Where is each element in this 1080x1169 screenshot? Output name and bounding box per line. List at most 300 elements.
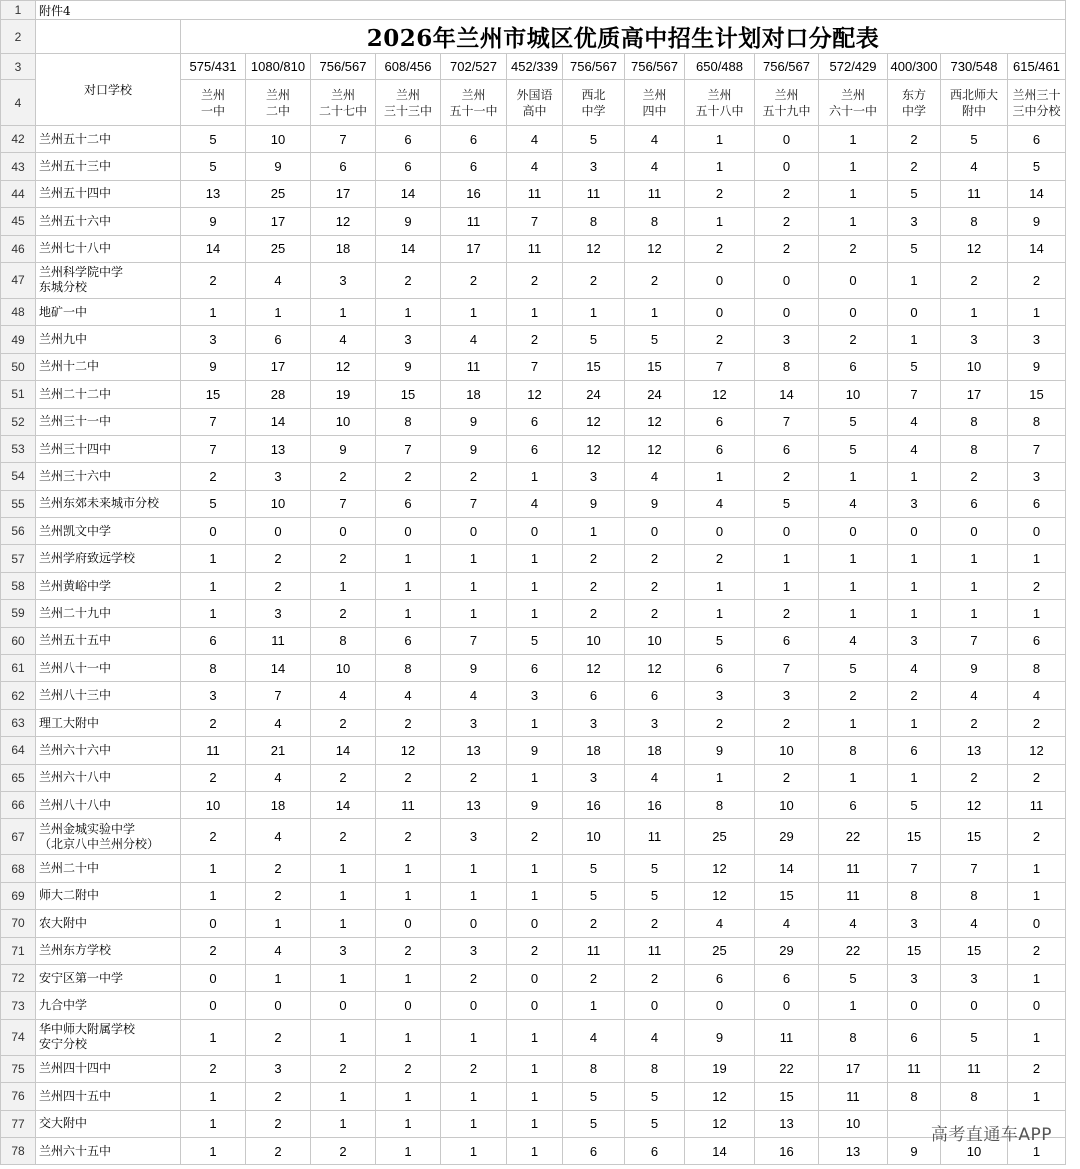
quota-cell[interactable]: 11 bbox=[625, 819, 685, 855]
quota-cell[interactable]: 13 bbox=[941, 737, 1008, 764]
quota-cell[interactable]: 2 bbox=[246, 1083, 311, 1110]
quota-cell[interactable]: 10 bbox=[755, 791, 819, 818]
quota-cell[interactable]: 1 bbox=[507, 1019, 563, 1055]
quota-cell[interactable]: 4 bbox=[246, 709, 311, 736]
quota-cell[interactable]: 12 bbox=[685, 381, 755, 408]
quota-cell[interactable]: 0 bbox=[685, 298, 755, 325]
quota-cell[interactable]: 1 bbox=[376, 855, 441, 882]
quota-cell[interactable]: 6 bbox=[507, 408, 563, 435]
quota-cell[interactable]: 11 bbox=[563, 180, 625, 207]
quota-cell[interactable]: 16 bbox=[563, 791, 625, 818]
quota-cell[interactable]: 11 bbox=[507, 235, 563, 262]
school-name-cell[interactable]: 兰州五十四中 bbox=[36, 180, 181, 207]
quota-cell[interactable]: 12 bbox=[1008, 737, 1066, 764]
row-header[interactable]: 72 bbox=[1, 964, 36, 991]
quota-cell[interactable]: 7 bbox=[181, 408, 246, 435]
quota-cell[interactable]: 12 bbox=[685, 1110, 755, 1137]
quota-cell[interactable]: 3 bbox=[888, 964, 941, 991]
quota-cell[interactable]: 2 bbox=[563, 600, 625, 627]
quota-cell[interactable]: 13 bbox=[819, 1137, 888, 1164]
quota-cell[interactable]: 4 bbox=[755, 910, 819, 937]
quota-cell[interactable]: 29 bbox=[755, 819, 819, 855]
quota-cell[interactable]: 2 bbox=[376, 262, 441, 298]
quota-cell[interactable]: 11 bbox=[819, 1083, 888, 1110]
quota-cell[interactable]: 5 bbox=[819, 408, 888, 435]
quota-cell[interactable]: 2 bbox=[441, 764, 507, 791]
quota-cell[interactable]: 7 bbox=[941, 627, 1008, 654]
quota-cell[interactable]: 12 bbox=[685, 882, 755, 909]
quota-cell[interactable]: 18 bbox=[625, 737, 685, 764]
quota-cell[interactable]: 14 bbox=[755, 381, 819, 408]
quota-cell[interactable]: 5 bbox=[755, 490, 819, 517]
quota-cell[interactable]: 2 bbox=[1008, 819, 1066, 855]
quota-cell[interactable]: 0 bbox=[376, 992, 441, 1019]
quota-cell[interactable]: 12 bbox=[941, 791, 1008, 818]
quota-cell[interactable]: 4 bbox=[625, 126, 685, 153]
quota-cell[interactable]: 4 bbox=[441, 326, 507, 353]
quota-cell[interactable]: 4 bbox=[625, 153, 685, 180]
quota-cell[interactable]: 1 bbox=[941, 600, 1008, 627]
quota-cell[interactable]: 5 bbox=[888, 791, 941, 818]
quota-cell[interactable]: 0 bbox=[507, 910, 563, 937]
quota-cell[interactable]: 1 bbox=[441, 298, 507, 325]
quota-cell[interactable]: 1 bbox=[1008, 600, 1066, 627]
quota-cell[interactable]: 11 bbox=[563, 937, 625, 964]
quota-cell[interactable]: 2 bbox=[563, 572, 625, 599]
row-header[interactable]: 4 bbox=[1, 80, 36, 126]
quota-cell[interactable]: 2 bbox=[755, 600, 819, 627]
quota-cell[interactable]: 8 bbox=[819, 737, 888, 764]
quota-cell[interactable]: 5 bbox=[888, 180, 941, 207]
quota-cell[interactable]: 16 bbox=[755, 1137, 819, 1164]
quota-cell[interactable]: 0 bbox=[819, 518, 888, 545]
quota-cell[interactable]: 3 bbox=[311, 262, 376, 298]
school-name-cell[interactable]: 兰州八十三中 bbox=[36, 682, 181, 709]
row-header[interactable]: 47 bbox=[1, 262, 36, 298]
quota-cell[interactable]: 5 bbox=[819, 435, 888, 462]
quota-cell[interactable]: 13 bbox=[755, 1110, 819, 1137]
quota-cell[interactable]: 10 bbox=[625, 627, 685, 654]
row-header[interactable]: 53 bbox=[1, 435, 36, 462]
quota-cell[interactable]: 1 bbox=[376, 964, 441, 991]
quota-cell[interactable]: 2 bbox=[563, 910, 625, 937]
row-header[interactable]: 63 bbox=[1, 709, 36, 736]
quota-cell[interactable]: 9 bbox=[376, 208, 441, 235]
row-header[interactable]: 50 bbox=[1, 353, 36, 380]
quota-cell[interactable]: 1 bbox=[441, 1083, 507, 1110]
column-school-header[interactable]: 兰州 三十三中 bbox=[376, 80, 441, 126]
school-name-cell[interactable]: 兰州东郊未来城市分校 bbox=[36, 490, 181, 517]
quota-cell[interactable]: 15 bbox=[755, 882, 819, 909]
quota-cell[interactable]: 1 bbox=[819, 992, 888, 1019]
quota-cell[interactable]: 0 bbox=[819, 262, 888, 298]
quota-cell[interactable]: 1 bbox=[311, 298, 376, 325]
quota-cell[interactable]: 5 bbox=[941, 126, 1008, 153]
quota-cell[interactable]: 2 bbox=[181, 1055, 246, 1082]
quota-cell[interactable]: 2 bbox=[941, 262, 1008, 298]
quota-cell[interactable]: 3 bbox=[888, 490, 941, 517]
quota-cell[interactable]: 4 bbox=[819, 910, 888, 937]
quota-cell[interactable]: 1 bbox=[376, 545, 441, 572]
school-name-cell[interactable]: 兰州凯文中学 bbox=[36, 518, 181, 545]
quota-cell[interactable]: 9 bbox=[1008, 208, 1066, 235]
quota-cell[interactable]: 25 bbox=[685, 937, 755, 964]
quota-cell[interactable]: 11 bbox=[819, 882, 888, 909]
quota-cell[interactable]: 0 bbox=[507, 992, 563, 1019]
column-ratio-header[interactable]: 575/431 bbox=[181, 54, 246, 80]
school-name-cell[interactable]: 兰州东方学校 bbox=[36, 937, 181, 964]
quota-cell[interactable]: 19 bbox=[685, 1055, 755, 1082]
empty-cell[interactable] bbox=[36, 20, 181, 54]
column-ratio-header[interactable]: 1080/810 bbox=[246, 54, 311, 80]
quota-cell[interactable]: 0 bbox=[755, 153, 819, 180]
quota-cell[interactable]: 1 bbox=[507, 463, 563, 490]
quota-cell[interactable]: 1 bbox=[1008, 964, 1066, 991]
quota-cell[interactable]: 12 bbox=[376, 737, 441, 764]
quota-cell[interactable]: 1 bbox=[181, 600, 246, 627]
quota-cell[interactable]: 9 bbox=[507, 791, 563, 818]
quota-cell[interactable]: 17 bbox=[441, 235, 507, 262]
quota-cell[interactable]: 3 bbox=[755, 682, 819, 709]
row-header[interactable]: 44 bbox=[1, 180, 36, 207]
quota-cell[interactable]: 9 bbox=[181, 353, 246, 380]
quota-cell[interactable]: 1 bbox=[376, 298, 441, 325]
column-ratio-header[interactable]: 756/567 bbox=[755, 54, 819, 80]
quota-cell[interactable]: 2 bbox=[376, 709, 441, 736]
quota-cell[interactable]: 3 bbox=[441, 709, 507, 736]
quota-cell[interactable]: 8 bbox=[563, 1055, 625, 1082]
quota-cell[interactable]: 2 bbox=[941, 764, 1008, 791]
column-school-header[interactable]: 外国语 高中 bbox=[507, 80, 563, 126]
quota-cell[interactable]: 2 bbox=[246, 1110, 311, 1137]
quota-cell[interactable]: 0 bbox=[625, 518, 685, 545]
quota-cell[interactable]: 14 bbox=[1008, 180, 1066, 207]
quota-cell[interactable]: 2 bbox=[888, 153, 941, 180]
quota-cell[interactable]: 15 bbox=[625, 353, 685, 380]
quota-cell[interactable]: 2 bbox=[685, 180, 755, 207]
quota-cell[interactable]: 0 bbox=[246, 518, 311, 545]
column-ratio-header[interactable]: 756/567 bbox=[311, 54, 376, 80]
quota-cell[interactable]: 7 bbox=[755, 655, 819, 682]
quota-cell[interactable]: 3 bbox=[1008, 326, 1066, 353]
quota-cell[interactable]: 8 bbox=[563, 208, 625, 235]
quota-cell[interactable]: 1 bbox=[311, 1019, 376, 1055]
quota-cell[interactable]: 1 bbox=[376, 882, 441, 909]
quota-cell[interactable]: 2 bbox=[311, 764, 376, 791]
quota-cell[interactable]: 5 bbox=[507, 627, 563, 654]
quota-cell[interactable]: 3 bbox=[441, 819, 507, 855]
quota-cell[interactable]: 1 bbox=[441, 600, 507, 627]
quota-cell[interactable]: 1 bbox=[755, 545, 819, 572]
quota-cell[interactable]: 17 bbox=[311, 180, 376, 207]
quota-cell[interactable]: 9 bbox=[685, 737, 755, 764]
quota-cell[interactable]: 1 bbox=[181, 882, 246, 909]
quota-cell[interactable]: 1 bbox=[685, 208, 755, 235]
quota-cell[interactable]: 4 bbox=[441, 682, 507, 709]
quota-cell[interactable]: 8 bbox=[888, 1083, 941, 1110]
quota-cell[interactable]: 11 bbox=[181, 737, 246, 764]
quota-cell[interactable]: 14 bbox=[685, 1137, 755, 1164]
quota-cell[interactable]: 2 bbox=[311, 1055, 376, 1082]
quota-cell[interactable]: 15 bbox=[941, 819, 1008, 855]
quota-cell[interactable]: 8 bbox=[941, 1083, 1008, 1110]
quota-cell[interactable]: 7 bbox=[507, 353, 563, 380]
quota-cell[interactable]: 1 bbox=[507, 855, 563, 882]
quota-cell[interactable]: 12 bbox=[563, 235, 625, 262]
school-name-cell[interactable]: 安宁区第一中学 bbox=[36, 964, 181, 991]
quota-cell[interactable]: 6 bbox=[441, 126, 507, 153]
quota-cell[interactable]: 1 bbox=[685, 764, 755, 791]
quota-cell[interactable]: 22 bbox=[819, 819, 888, 855]
quota-cell[interactable]: 9 bbox=[941, 655, 1008, 682]
quota-cell[interactable]: 25 bbox=[246, 235, 311, 262]
column-school-header[interactable]: 兰州 四中 bbox=[625, 80, 685, 126]
row-header[interactable]: 74 bbox=[1, 1019, 36, 1055]
quota-cell[interactable]: 2 bbox=[376, 937, 441, 964]
quota-cell[interactable]: 1 bbox=[819, 572, 888, 599]
column-school-header[interactable]: 兰州 五十九中 bbox=[755, 80, 819, 126]
quota-cell[interactable]: 2 bbox=[1008, 1055, 1066, 1082]
quota-cell[interactable]: 12 bbox=[563, 435, 625, 462]
quota-cell[interactable]: 1 bbox=[441, 855, 507, 882]
school-name-cell[interactable]: 兰州三十六中 bbox=[36, 463, 181, 490]
row-header[interactable]: 77 bbox=[1, 1110, 36, 1137]
quota-cell[interactable]: 1 bbox=[311, 1083, 376, 1110]
quota-cell[interactable]: 2 bbox=[311, 709, 376, 736]
quota-cell[interactable]: 11 bbox=[755, 1019, 819, 1055]
quota-cell[interactable]: 5 bbox=[181, 153, 246, 180]
quota-cell[interactable]: 5 bbox=[625, 882, 685, 909]
quota-cell[interactable]: 1 bbox=[181, 1137, 246, 1164]
quota-cell[interactable]: 9 bbox=[311, 435, 376, 462]
quota-cell[interactable]: 6 bbox=[625, 682, 685, 709]
quota-cell[interactable]: 3 bbox=[888, 208, 941, 235]
quota-cell[interactable]: 6 bbox=[941, 490, 1008, 517]
quota-cell[interactable]: 11 bbox=[625, 937, 685, 964]
quota-cell[interactable]: 4 bbox=[941, 153, 1008, 180]
quota-cell[interactable]: 2 bbox=[819, 326, 888, 353]
quota-cell[interactable]: 3 bbox=[181, 326, 246, 353]
quota-cell[interactable]: 1 bbox=[685, 153, 755, 180]
quota-cell[interactable]: 3 bbox=[246, 463, 311, 490]
quota-cell[interactable]: 2 bbox=[685, 709, 755, 736]
quota-cell[interactable]: 3 bbox=[941, 326, 1008, 353]
quota-cell[interactable]: 0 bbox=[441, 910, 507, 937]
quota-cell[interactable]: 1 bbox=[311, 1110, 376, 1137]
quota-cell[interactable]: 1 bbox=[376, 1019, 441, 1055]
quota-cell[interactable]: 1 bbox=[507, 882, 563, 909]
quota-cell[interactable]: 1 bbox=[1008, 1083, 1066, 1110]
row-header[interactable]: 66 bbox=[1, 791, 36, 818]
quota-cell[interactable]: 5 bbox=[563, 1083, 625, 1110]
quota-cell[interactable]: 14 bbox=[311, 737, 376, 764]
quota-cell[interactable]: 0 bbox=[1008, 518, 1066, 545]
quota-cell[interactable]: 1 bbox=[441, 1019, 507, 1055]
quota-cell[interactable]: 0 bbox=[246, 992, 311, 1019]
quota-cell[interactable]: 1 bbox=[1008, 855, 1066, 882]
quota-cell[interactable]: 12 bbox=[685, 855, 755, 882]
quota-cell[interactable]: 1 bbox=[181, 1083, 246, 1110]
quota-cell[interactable]: 6 bbox=[311, 153, 376, 180]
quota-cell[interactable]: 9 bbox=[507, 737, 563, 764]
quota-cell[interactable]: 19 bbox=[311, 381, 376, 408]
quota-cell[interactable]: 1 bbox=[181, 1110, 246, 1137]
quota-cell[interactable]: 12 bbox=[625, 408, 685, 435]
quota-cell[interactable]: 3 bbox=[311, 937, 376, 964]
quota-cell[interactable]: 7 bbox=[246, 682, 311, 709]
quota-cell[interactable]: 12 bbox=[625, 235, 685, 262]
quota-cell[interactable]: 2 bbox=[311, 1137, 376, 1164]
quota-cell[interactable]: 0 bbox=[625, 992, 685, 1019]
quota-cell[interactable]: 2 bbox=[1008, 764, 1066, 791]
quota-cell[interactable]: 11 bbox=[376, 791, 441, 818]
quota-cell[interactable]: 4 bbox=[311, 326, 376, 353]
column-ratio-header[interactable]: 756/567 bbox=[563, 54, 625, 80]
column-ratio-header[interactable]: 400/300 bbox=[888, 54, 941, 80]
school-name-cell[interactable]: 兰州四十四中 bbox=[36, 1055, 181, 1082]
quota-cell[interactable]: 1 bbox=[888, 764, 941, 791]
quota-cell[interactable]: 0 bbox=[819, 298, 888, 325]
quota-cell[interactable]: 4 bbox=[941, 910, 1008, 937]
quota-cell[interactable]: 22 bbox=[755, 1055, 819, 1082]
quota-cell[interactable]: 7 bbox=[311, 490, 376, 517]
quota-cell[interactable]: 12 bbox=[311, 353, 376, 380]
quota-cell[interactable]: 13 bbox=[246, 435, 311, 462]
quota-cell[interactable]: 2 bbox=[181, 764, 246, 791]
quota-cell[interactable]: 0 bbox=[685, 992, 755, 1019]
quota-cell[interactable]: 3 bbox=[246, 1055, 311, 1082]
quota-cell[interactable]: 0 bbox=[755, 518, 819, 545]
quota-cell[interactable]: 0 bbox=[181, 518, 246, 545]
quota-cell[interactable]: 0 bbox=[755, 126, 819, 153]
quota-cell[interactable]: 2 bbox=[246, 1137, 311, 1164]
column-ratio-header[interactable]: 452/339 bbox=[507, 54, 563, 80]
school-name-cell[interactable]: 兰州金城实验中学 （北京八中兰州分校） bbox=[36, 819, 181, 855]
quota-cell[interactable]: 8 bbox=[685, 791, 755, 818]
column-school-header[interactable]: 兰州 五十一中 bbox=[441, 80, 507, 126]
quota-cell[interactable]: 2 bbox=[181, 463, 246, 490]
quota-cell[interactable]: 4 bbox=[625, 764, 685, 791]
quota-cell[interactable]: 14 bbox=[376, 235, 441, 262]
quota-cell[interactable]: 8 bbox=[941, 882, 1008, 909]
row-header[interactable]: 59 bbox=[1, 600, 36, 627]
quota-cell[interactable]: 5 bbox=[819, 964, 888, 991]
quota-cell[interactable]: 5 bbox=[563, 855, 625, 882]
quota-cell[interactable]: 5 bbox=[563, 882, 625, 909]
quota-cell[interactable]: 11 bbox=[941, 180, 1008, 207]
quota-cell[interactable]: 11 bbox=[246, 627, 311, 654]
corner-header-school[interactable]: 对口学校 bbox=[36, 54, 181, 126]
column-school-header[interactable]: 东方 中学 bbox=[888, 80, 941, 126]
quota-cell[interactable]: 1 bbox=[941, 572, 1008, 599]
quota-cell[interactable]: 2 bbox=[246, 545, 311, 572]
quota-cell[interactable]: 1 bbox=[441, 1137, 507, 1164]
quota-cell[interactable]: 2 bbox=[441, 1055, 507, 1082]
quota-cell[interactable]: 12 bbox=[507, 381, 563, 408]
quota-cell[interactable]: 2 bbox=[888, 126, 941, 153]
quota-cell[interactable]: 3 bbox=[685, 682, 755, 709]
quota-cell[interactable]: 2 bbox=[941, 463, 1008, 490]
column-school-header[interactable]: 兰州 五十八中 bbox=[685, 80, 755, 126]
quota-cell[interactable]: 12 bbox=[311, 208, 376, 235]
quota-cell[interactable]: 6 bbox=[1008, 490, 1066, 517]
quota-cell[interactable]: 2 bbox=[246, 1019, 311, 1055]
quota-cell[interactable]: 1 bbox=[755, 572, 819, 599]
quota-cell[interactable]: 2 bbox=[563, 545, 625, 572]
quota-cell[interactable]: 10 bbox=[941, 1137, 1008, 1164]
quota-cell[interactable]: 5 bbox=[625, 855, 685, 882]
quota-cell[interactable]: 2 bbox=[181, 937, 246, 964]
quota-cell[interactable]: 2 bbox=[755, 709, 819, 736]
quota-cell[interactable]: 1 bbox=[685, 600, 755, 627]
quota-cell[interactable]: 1 bbox=[819, 208, 888, 235]
quota-cell[interactable]: 0 bbox=[311, 992, 376, 1019]
quota-cell[interactable]: 17 bbox=[941, 381, 1008, 408]
quota-cell[interactable]: 5 bbox=[819, 655, 888, 682]
quota-cell[interactable]: 2 bbox=[755, 764, 819, 791]
quota-cell[interactable]: 9 bbox=[1008, 353, 1066, 380]
quota-cell[interactable]: 2 bbox=[819, 682, 888, 709]
quota-cell[interactable]: 2 bbox=[755, 208, 819, 235]
quota-cell[interactable]: 0 bbox=[755, 298, 819, 325]
quota-cell[interactable]: 1 bbox=[819, 545, 888, 572]
quota-cell[interactable]: 10 bbox=[246, 490, 311, 517]
quota-cell[interactable]: 6 bbox=[625, 1137, 685, 1164]
quota-cell[interactable]: 5 bbox=[888, 353, 941, 380]
quota-cell[interactable]: 10 bbox=[819, 381, 888, 408]
quota-cell[interactable]: 4 bbox=[625, 1019, 685, 1055]
quota-cell[interactable]: 1 bbox=[441, 545, 507, 572]
quota-cell[interactable]: 18 bbox=[563, 737, 625, 764]
quota-cell[interactable]: 2 bbox=[625, 910, 685, 937]
quota-cell[interactable]: 15 bbox=[1008, 381, 1066, 408]
quota-cell[interactable]: 0 bbox=[941, 518, 1008, 545]
quota-cell[interactable]: 16 bbox=[441, 180, 507, 207]
quota-cell[interactable]: 9 bbox=[888, 1137, 941, 1164]
quota-cell[interactable]: 6 bbox=[563, 1137, 625, 1164]
quota-cell[interactable]: 2 bbox=[625, 964, 685, 991]
quota-cell[interactable]: 3 bbox=[755, 326, 819, 353]
quota-cell[interactable]: 7 bbox=[507, 208, 563, 235]
quota-cell[interactable]: 4 bbox=[507, 153, 563, 180]
quota-cell[interactable]: 13 bbox=[441, 737, 507, 764]
quota-cell[interactable]: 1 bbox=[376, 1110, 441, 1137]
quota-cell[interactable]: 6 bbox=[376, 490, 441, 517]
quota-cell[interactable]: 2 bbox=[888, 682, 941, 709]
quota-cell[interactable]: 6 bbox=[685, 408, 755, 435]
quota-cell[interactable]: 12 bbox=[625, 655, 685, 682]
quota-cell[interactable]: 4 bbox=[685, 490, 755, 517]
quota-cell[interactable]: 1 bbox=[376, 572, 441, 599]
quota-cell[interactable]: 3 bbox=[181, 682, 246, 709]
quota-cell[interactable]: 1 bbox=[246, 964, 311, 991]
quota-cell[interactable]: 10 bbox=[755, 737, 819, 764]
quota-cell[interactable]: 1 bbox=[819, 463, 888, 490]
column-ratio-header[interactable]: 572/429 bbox=[819, 54, 888, 80]
quota-cell[interactable]: 9 bbox=[246, 153, 311, 180]
quota-cell[interactable]: 6 bbox=[507, 655, 563, 682]
quota-cell[interactable]: 0 bbox=[888, 298, 941, 325]
quota-cell[interactable]: 1 bbox=[1008, 298, 1066, 325]
row-header[interactable]: 76 bbox=[1, 1083, 36, 1110]
row-header[interactable]: 42 bbox=[1, 126, 36, 153]
school-name-cell[interactable]: 兰州九中 bbox=[36, 326, 181, 353]
row-header[interactable]: 64 bbox=[1, 737, 36, 764]
row-header[interactable]: 51 bbox=[1, 381, 36, 408]
quota-cell[interactable]: 2 bbox=[941, 709, 1008, 736]
quota-cell[interactable]: 6 bbox=[563, 682, 625, 709]
row-header[interactable]: 3 bbox=[1, 54, 36, 80]
